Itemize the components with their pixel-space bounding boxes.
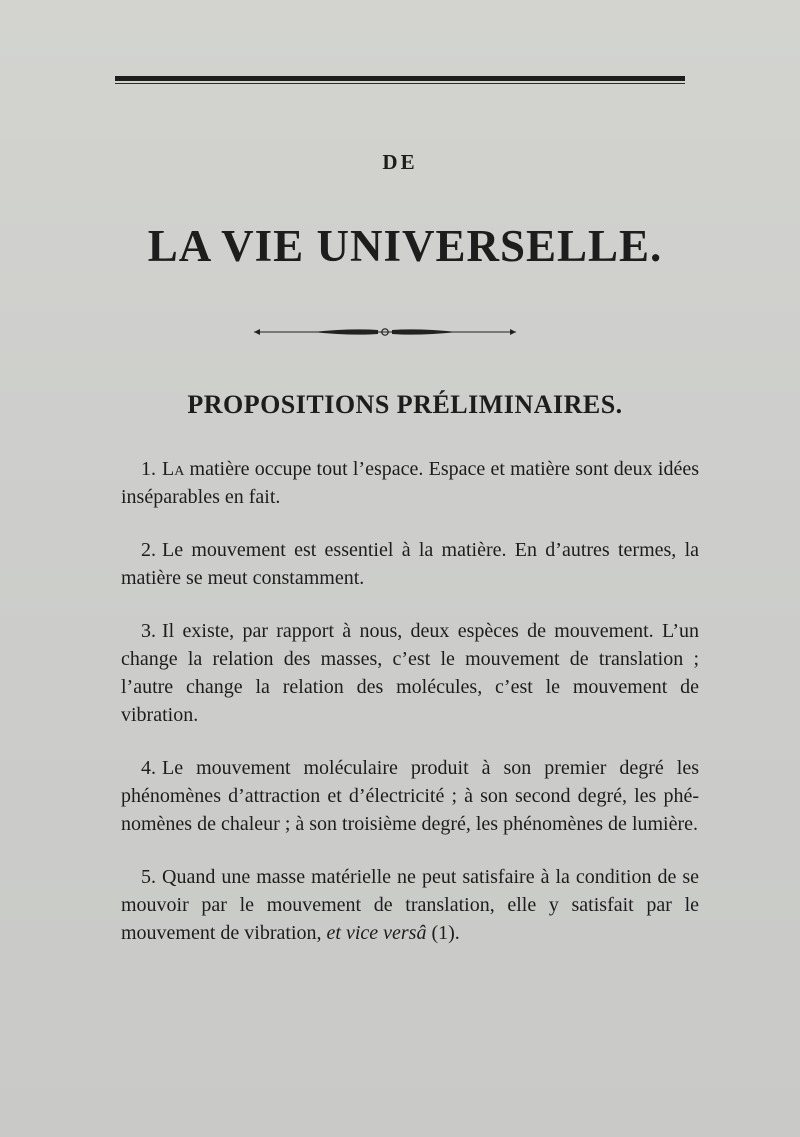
- thin-rule: [115, 83, 685, 84]
- ornamental-divider: [252, 325, 518, 339]
- proposition-number: 5.: [141, 866, 156, 888]
- proposition-number: 4.: [141, 757, 156, 779]
- proposition-text: matière occupe tout l’espace. Espace et matière sont deux idées inséparables en fait.: [121, 458, 699, 508]
- proposition-2: [121, 536, 699, 592]
- footnote-reference: (1).: [426, 922, 460, 944]
- section-title: PROPOSITIONS PRÉLIMINAIRES.: [187, 390, 623, 419]
- thick-rule: [115, 76, 685, 81]
- page-title: LA VIE UNIVERSELLE.: [147, 221, 663, 271]
- proposition-5: [121, 863, 699, 947]
- top-double-rule: [115, 76, 685, 85]
- proposition-lead-word: La: [162, 458, 185, 480]
- proposition-number: 3.: [141, 620, 156, 642]
- proposition-text: Quand une masse matérielle ne peut satisfaire à la condition de se mouvoir par le mouvement de translation, elle y satisfait par le mouvement de vibration,: [121, 866, 699, 944]
- italic-phrase: et vice versâ: [326, 922, 427, 944]
- proposition-number: 1.: [141, 458, 156, 480]
- proposition-4: [121, 754, 699, 838]
- proposition-3: [121, 617, 699, 729]
- proposition-text: Il existe, par rapport à nous, deux espèces de mouvement. L’un change la relation des masses, c’est le mouvement de translation ; l’autre change la relation des molécules, c’est le mouvement de vibration.: [121, 620, 699, 726]
- propositions-list: [121, 455, 699, 972]
- proposition-text: Le mouvement moléculaire produit à son premier degré les phénomènes d’attraction et d’électricité ; à son second degré, les phénomènes de chaleur ; à son troisième degré, les phénomènes de lumière.: [121, 757, 699, 835]
- proposition-text: Le mouvement est essentiel à la matière. En d’autres termes, la matière se meut constamment.: [121, 539, 699, 589]
- proposition-number: 2.: [141, 539, 156, 561]
- proposition-1: [121, 455, 699, 511]
- title-prefix: DE: [382, 150, 418, 174]
